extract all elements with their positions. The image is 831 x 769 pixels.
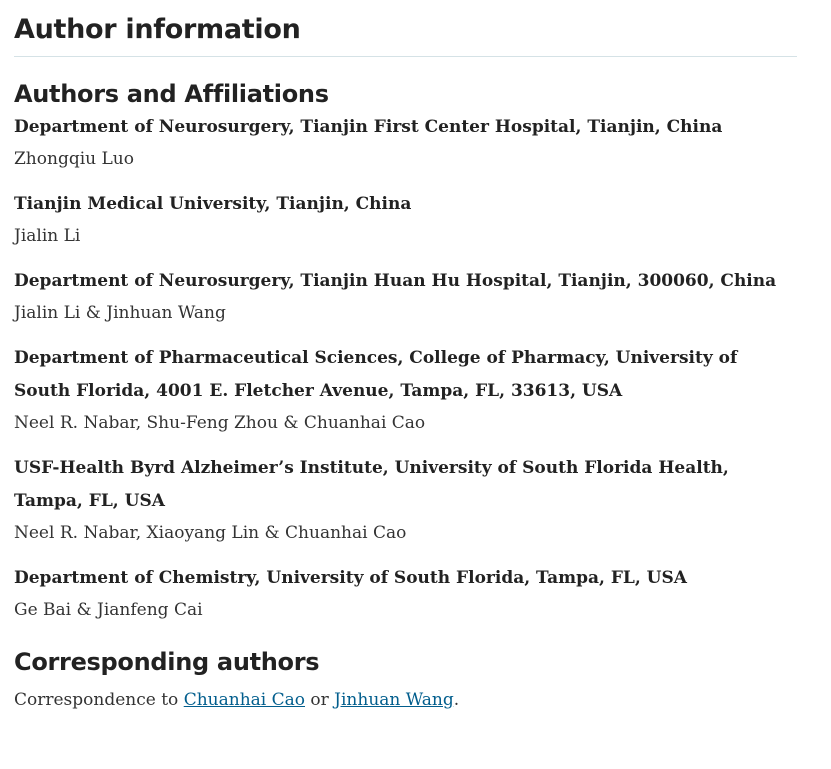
affiliation-authors: Zhongqiu Luo [14,149,134,169]
affiliation-name: Department of Neurosurgery, Tianjin Huan Hu Hospital, Tianjin, 300060, China [14,271,777,291]
affiliation-authors: Jialin Li & Jinhuan Wang [14,303,226,323]
correspondence-joiner: or [305,690,335,710]
affiliation-item [14,562,797,625]
affiliation-authors: Neel R. Nabar, Shu-Feng Zhou & Chuanhai Cao [14,413,426,433]
affiliation-authors: Neel R. Nabar, Xiaoyang Lin & Chuanhai Cao [14,523,407,543]
affiliation-item [14,111,797,174]
affiliation-name: USF-Health Byrd Alzheimer’s Institute, University of South Florida Health, Tampa, FL, USA [14,458,729,511]
affiliation-item [14,342,797,438]
affiliation-item [14,265,797,328]
corresponding-authors-heading: Corresponding authors [14,648,320,676]
corresponding-author-link-cao[interactable]: Chuanhai Cao [183,690,305,710]
affiliation-name: Department of Neurosurgery, Tianjin First Center Hospital, Tianjin, China [14,117,723,137]
affiliations-heading: Authors and Affiliations [14,80,329,108]
corresponding-author-link-wang[interactable]: Jinhuan Wang [334,690,454,710]
correspondence-suffix: . [453,690,460,710]
section-title: Author information [14,14,797,57]
affiliation-name: Tianjin Medical University, Tianjin, China [14,194,412,214]
affiliation-name: Department of Pharmaceutical Sciences, College of Pharmacy, University of South Florida, 4001 E. Fletcher Avenue, Tampa, FL, 33613, USA [14,348,738,401]
affiliation-authors: Ge Bai & Jianfeng Cai [14,600,203,620]
affiliation-item [14,188,797,251]
correspondence-prefix: Correspondence to [14,690,184,710]
author-information-section [14,0,797,715]
affiliations-list [14,111,797,625]
affiliation-item [14,452,797,548]
affiliation-authors: Jialin Li [14,226,81,246]
affiliation-name: Department of Chemistry, University of South Florida, Tampa, FL, USA [14,568,687,588]
correspondence-text [14,685,797,715]
